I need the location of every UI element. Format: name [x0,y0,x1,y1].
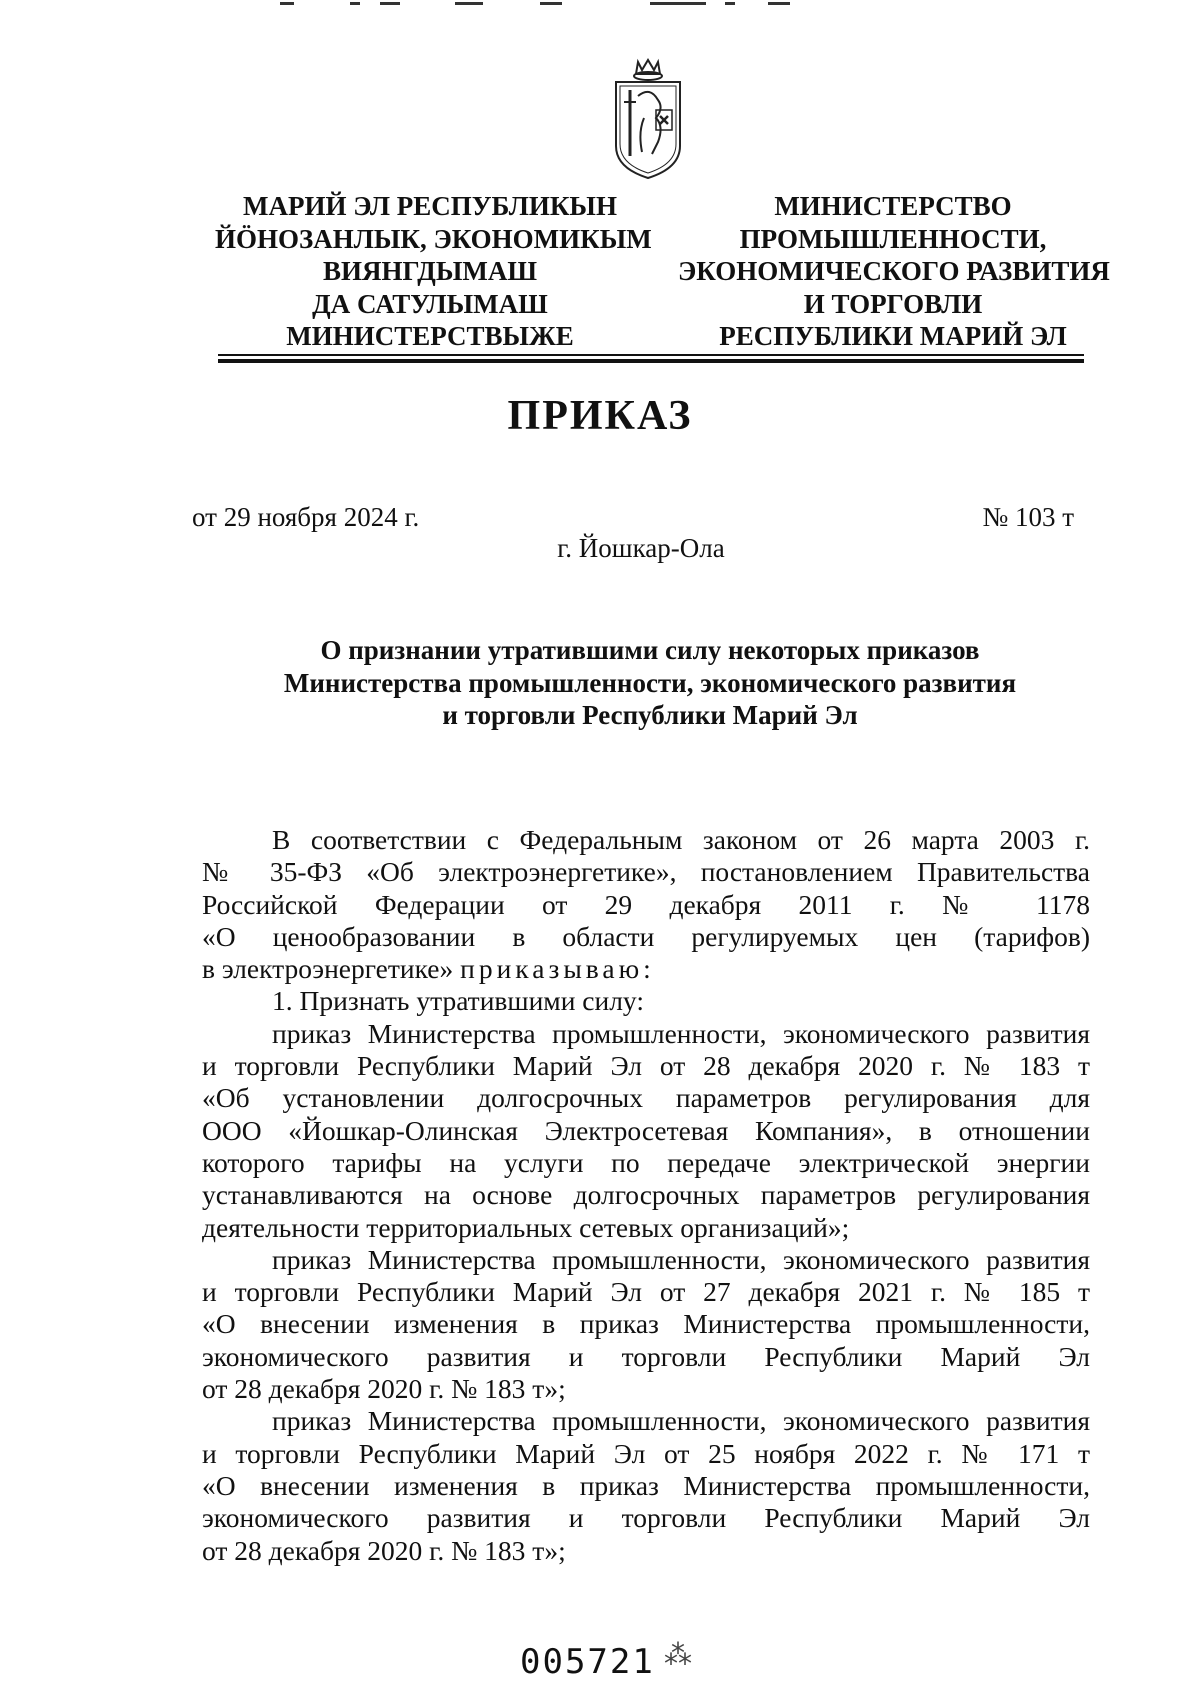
body-line: № 35-ФЗ «Об электроэнергетике», постановлением Правительства [202,856,1090,888]
order-3-line: экономического развития и торговли Республики Марий Эл [202,1502,1090,1534]
order-1-line: и торговли Республики Марий Эл от 28 декабря 2020 г. № 183 т [202,1050,1090,1082]
subject-line: и торговли Республики Марий Эл [442,700,858,730]
order-3-line: и торговли Республики Марий Эл от 25 ноября 2022 г. № 171 т [202,1437,1090,1469]
document-date: от 29 ноября 2024 г. [192,502,420,532]
header-right-line: И ТОРГОВЛИ [803,288,983,319]
form-serial-number: 005721 [520,1642,655,1682]
stamp-mark-icon: ⁂ [664,1638,692,1671]
order-1-line: устанавливаются на основе долгосрочных параметров регулирования [202,1179,1090,1211]
header-divider-thin [218,354,1084,356]
header-right-line: ЭКОНОМИЧЕСКОГО РАЗВИТИЯ [678,256,1110,286]
order-2-line: приказ Министерства промышленности, экономического развития [272,1243,1090,1275]
subject-line: Министерства промышленности, экономического развития [283,667,1017,698]
order-1-line: приказ Министерства промышленности, экономического развития [272,1017,1090,1049]
order-1-line: деятельности территориальных сетевых организаций»; [202,1211,850,1243]
header-left-line: ЙӦНОЗАНЛЫК, ЭКОНОМИКЫМ [215,223,652,254]
header-right-block [678,190,1108,353]
order-2-line: и торговли Республики Марий Эл от 27 декабря 2021 г. № 185 т [202,1276,1090,1308]
order-2-line: от 28 декабря 2020 г. № 183 т»; [202,1373,566,1405]
scan-artifact-marks [280,0,840,10]
order-3-line: «О внесении изменения в приказ Министерства промышленности, [202,1469,1090,1501]
order-word-spaced: приказываю: [460,953,655,985]
order-2-line: «О внесении изменения в приказ Министерства промышленности, [202,1308,1090,1340]
body-line: Российской Федерации от 29 декабря 2011 г. № 1178 [202,888,1090,920]
header-left-line: ВИЯНГДЫМАШ [322,256,538,286]
item-1-heading: 1. Признать утратившими силу: [272,985,644,1017]
order-3-line: от 28 декабря 2020 г. № 183 т»; [202,1534,566,1566]
body-line-prefix: в электроэнергетике» [202,953,461,985]
header-right-line: РЕСПУБЛИКИ МАРИЙ ЭЛ [719,321,1067,351]
document-title: ПРИКАЗ [507,393,693,439]
document-number: № 103 т [982,502,1074,532]
header-left-line: МАРИЙ ЭЛ РЕСПУБЛИКЫН [243,191,617,221]
document-subject [230,634,1070,732]
body-line: «О ценообразовании в области регулируемых цен (тарифов) [202,920,1090,952]
order-2-line: экономического развития и торговли Республики Марий Эл [202,1340,1090,1372]
header-left-block [215,190,652,353]
subject-line: О признании утратившими силу некоторых приказов [320,635,980,665]
order-3-line: приказ Министерства промышленности, экономического развития [272,1405,1090,1437]
header-left-line: ДА САТУЛЫМАШ [312,288,548,319]
document-city: г. Йошкар-Ола [557,533,725,563]
document-body [202,824,1090,1567]
order-1-line: которого тарифы на услуги по передаче электрической энергии [202,1146,1090,1178]
header-right-line: МИНИСТЕРСТВО [774,191,1012,221]
coat-of-arms-icon [608,56,688,184]
order-1-line: «Об установлении долгосрочных параметров регулирования для [202,1082,1090,1114]
header-right-line: ПРОМЫШЛЕННОСТИ, [739,223,1047,254]
header-divider-thick [218,359,1084,363]
order-1-line: ООО «Йошкар-Олинская Электросетевая Компания», в отношении [202,1114,1090,1146]
body-line: В соответствии с Федеральным законом от 26 марта 2003 г. [272,824,1090,855]
body-line [202,953,1090,985]
header-left-line: МИНИСТЕРСТВЫЖЕ [286,321,574,351]
